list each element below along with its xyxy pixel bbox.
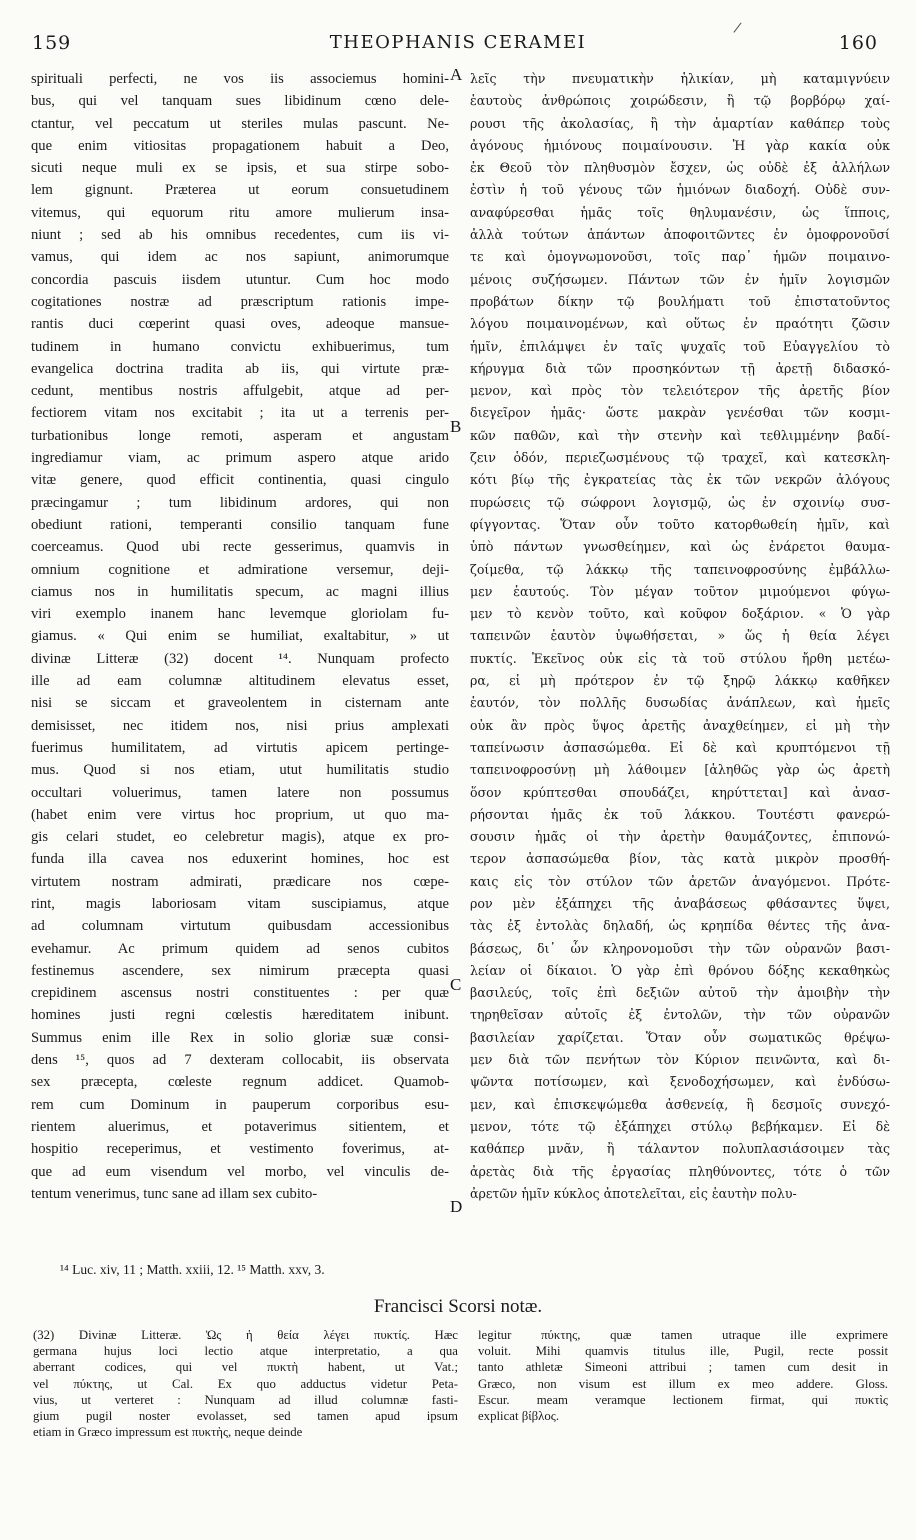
latin-text-line: obediunt rationi, temperanti consilio tanquam fune bbox=[31, 516, 449, 533]
latin-text-line: vitæ genere, quod efficit continentia, quasi cingulo bbox=[31, 472, 449, 489]
greek-text-line: προβάτων δίκην τῷ βουλήματι τοῦ ἐπιστατοῦντος bbox=[470, 293, 890, 309]
latin-text-line: rint, magis laboriosam vitam suscipiamus, atque bbox=[31, 895, 449, 912]
page-number-right: 160 bbox=[838, 32, 878, 54]
latin-text-line: demisisset, nec itidem nos, nisi prius amplexati bbox=[31, 717, 449, 734]
greek-text-line: ταπεινοφροσύνῃ μὴ λάθοιμεν [ἀληθῶς γὰρ ὡς ἀρετὴ bbox=[470, 762, 890, 778]
latin-text-line: turbationibus longe remoti, asperam et angustam bbox=[31, 427, 449, 444]
latin-text-line: que enim vitiositas propagationem habuit a Deo, bbox=[31, 137, 449, 154]
latin-text-line: tudinem in humano convictu exhibuerimus, tum bbox=[31, 338, 449, 355]
latin-text-line: cogitationes nostræ ad præscriptum rationis impe- bbox=[31, 293, 449, 310]
note-text-line: Græco, non visum est illum ex meo addere. Gloss. bbox=[478, 1376, 888, 1391]
latin-text-line: lem gignunt. Præterea ut eorum consuetudinem bbox=[31, 182, 449, 199]
greek-text-line: πυκτίς. Ἐκεῖνος οὐκ εἰς τὰ τοῦ στύλου ἤρθη μετέω- bbox=[470, 650, 890, 666]
greek-text-line: ρον μὲν ἐξάπηχει τῆς ἀναβάσεως φθάσαντες ὕψει, bbox=[470, 895, 890, 911]
greek-text-line: ζειν ὁδόν, περιεζωσμένους τῷ τραχεῖ, καὶ κατεσκλη- bbox=[470, 450, 890, 466]
notes-left-column bbox=[33, 1327, 458, 1440]
latin-text-line: evangelica doctrina tradita ab iis, qui virtute præ- bbox=[31, 360, 449, 377]
greek-text-line: ἀγόνους ἡμιόνους ποιμαίνουσιν. Ἡ γὰρ κακία οὐκ bbox=[470, 137, 890, 153]
running-title: THEOPHANIS CERAMEI bbox=[329, 32, 587, 53]
latin-text-line: cedunt, mentibus nostris affulgebit, atque ad per- bbox=[31, 383, 449, 400]
latin-text-line: rantis duci cœperint quasi oves, adeoque mansue- bbox=[31, 316, 449, 333]
greek-text-line: τερον ἀσπασώμεθα βίον, τὰς κατὰ μικρὸν προσθή- bbox=[470, 851, 890, 867]
section-marker-b: B bbox=[450, 417, 462, 436]
greek-text-line: βασιλεύς, τοῖς ἐπὶ δεξιῶν αὐτοῦ τὴν ἀμοιβὴν τὴν bbox=[470, 985, 890, 1001]
greek-text-line: μενον, καὶ πρὸς τὸν τελειότερον τῆς ἀρετῆς βίον bbox=[470, 383, 890, 399]
latin-text-line: ctantur, vel peccatum ut steriles mulas pascunt. Ne- bbox=[31, 115, 449, 132]
greek-text-line: λεῖς τὴν πνευματικὴν ἡλικίαν, μὴ καταμιγνύειν bbox=[470, 71, 890, 86]
latin-text-line: tentum venerimus, tunc sane ad illam sex cubito- bbox=[31, 1185, 318, 1202]
latin-text-line: Summus enim ille Rex in solio gloriæ suæ consi- bbox=[31, 1029, 449, 1046]
latin-column bbox=[31, 68, 449, 1205]
latin-text-line: spirituali perfecti, ne vos iis associemus homini- bbox=[31, 71, 449, 87]
footnotes: ¹⁴ Luc. xiv, 11 ; Matth. xxiii, 12. ¹⁵ Matth. xxv, 3. bbox=[60, 1262, 325, 1277]
greek-text-line: κότι βίῳ τῆς ἐγκρατείας τὰς ἐκ τῶν νεκρῶν ἀλόγους bbox=[470, 472, 890, 488]
note-text-line: explicat βίβλος. bbox=[478, 1408, 560, 1423]
latin-text-line: evehamur. Ac primum quidem ad senos cubitos bbox=[31, 940, 449, 957]
greek-text-line: καθάπερ μνᾶν, ἢ τάλαντον πολυπλασιάσοιμεν τὰς bbox=[470, 1141, 890, 1157]
greek-text-line: ἡμῖν, ἐπιλάμψει ἐν ταῖς ψυχαῖς τοῦ Εὐαγγελίου τὸ bbox=[470, 338, 890, 354]
greek-text-line: ἐστὶν ἡ τοῦ γένους τῶν ἡμιόνων διαδοχή. Οὐδὲ συν- bbox=[470, 182, 890, 198]
greek-text-line: σουσιν ἡμᾶς οἱ τὴν ἀρετὴν θαυμάζοντες, ἐπιπονώ- bbox=[470, 829, 890, 845]
greek-text-line: μεν, καὶ ἐπισκεψώμεθα ἀσθενείᾳ, ἢ δεσμοῖς συνεχό- bbox=[470, 1096, 890, 1112]
greek-text-line: διεγεῖρον ἡμᾶς· ὥστε μακρὰν γενέσθαι τῶν κοσμι- bbox=[470, 405, 890, 421]
note-text-line: aberrant codices, qui vel πυκτὴ habent, ut Vat.; bbox=[33, 1360, 458, 1375]
latin-text-line: sicuti neque muli ex se ipsis, et sua stirpe sobo- bbox=[31, 160, 449, 177]
note-text-line: germana hujus loci lectio atque interpretatio, a qua bbox=[33, 1344, 458, 1359]
greek-text-line: ἐκ Θεοῦ τὸν πληθυσμὸν ἔσχεν, ὡς οὐδὲ ἐξ ἀλλήλων bbox=[470, 160, 890, 176]
latin-text-line: virtutem nostram admirati, prædicare nos cœpe- bbox=[31, 873, 449, 890]
latin-text-line: mus. Quod si nos etiam, utut humilitatis studio bbox=[31, 762, 449, 779]
section-marker-c: C bbox=[450, 975, 462, 994]
note-text-line: gium pugil noster evolasset, sed tamen apud ipsum bbox=[33, 1408, 458, 1423]
latin-text-line: crepidinem ascensus nostri constituentes : per quæ bbox=[31, 985, 449, 1002]
greek-text-line: κήρυγμα διὰ τῶν προσηκόντων τῇ ἀρετῇ διδασκό- bbox=[470, 360, 890, 376]
greek-text-line: λείαν οἱ δίκαιοι. Ὁ γὰρ ἐπὶ θρόνου δόξης κεκαθηκὼς bbox=[470, 962, 890, 978]
section-marker-d: D bbox=[450, 1197, 463, 1216]
latin-text-line: dens ¹⁵, quos ad 7 dexteram collocabit, iis observata bbox=[31, 1052, 449, 1069]
greek-text-line: τε καὶ ὁμογνωμονοῦσι, τοῖς παρ᾽ ἡμῶν ποιμαινο- bbox=[470, 249, 890, 265]
latin-text-line: hospitio receperimus, et vestimento foverimus, at- bbox=[31, 1141, 449, 1158]
latin-text-line: ad columnam virtutum quibusdam accessionibus bbox=[31, 918, 449, 935]
greek-text-line: ρα, εἰ μὴ πρότερον ἐν τῷ ξηρῷ λάκκῳ καθῆκεν bbox=[470, 673, 890, 689]
greek-text-line: ἑαυτόν, τὸν πολλῆς δυσωδίας ἀνάπλεων, καὶ ἡμεῖς bbox=[470, 695, 890, 711]
latin-text-line: niunt ; sed ab his omnibus recedentes, cum iis vi- bbox=[31, 227, 449, 244]
latin-text-line: ciamus nos in humilitatis specum, ac magni illius bbox=[31, 583, 449, 600]
latin-text-line: ille ad eam columnæ altitudinem elevatus esset, bbox=[31, 673, 449, 690]
notes-title: Francisci Scorsi notæ. bbox=[373, 1296, 543, 1317]
latin-text-line: que ad eum visendum vel morbo, vel vinculis de- bbox=[31, 1163, 449, 1180]
greek-text-line: φίγγοντας. Ὅταν οὖν τοῦτο κατορθωθείη ἡμῖν, καὶ bbox=[470, 516, 890, 532]
latin-text-line: vitemus, qui equorum ritu amore mulierum insa- bbox=[31, 204, 449, 221]
greek-text-line: ρήσονται ἡμᾶς ἐκ τοῦ λάκκου. Τουτέστι φανερώ- bbox=[470, 806, 890, 822]
latin-text-line: festinemus ascendere, sex nimirum præcepta quasi bbox=[31, 962, 449, 979]
note-text-line: vel πύκτης, ut Cal. Ex quo adductus videtur Peta- bbox=[33, 1376, 458, 1391]
latin-text-line: rientem aluerimus, et potaverimus sitientem, et bbox=[31, 1118, 449, 1135]
note-text-line: Escur. meam veramque lectionem firmat, qui πυκτὶς bbox=[478, 1392, 888, 1407]
pen-mark: / bbox=[732, 19, 743, 37]
note-text-line: etiam in Græco impressum est πυκτὴς, neque deinde bbox=[33, 1425, 303, 1440]
greek-text-line: ἀρετῶν ἡμῖν κύκλος ἀποτελεῖται, εἰς ἑαυτὴν πολυ- bbox=[470, 1185, 797, 1201]
latin-text-line: vamus, qui idem ac nos sapiunt, animorumque bbox=[31, 249, 449, 266]
section-marker-a: A bbox=[450, 65, 463, 84]
greek-text-line: μεν τὸ κενὸν τοῦτο, καὶ κοῦφον δοξάριον. « Ὁ γὰρ bbox=[470, 606, 890, 622]
page-number-left: 159 bbox=[32, 32, 72, 54]
latin-text-line: bus, qui vel tanquam sues libidinum cœno dele- bbox=[31, 93, 449, 110]
greek-text-line: μένοις συζήσωμεν. Πάντων τῶν ἐν ἡμῖν λογισμῶν bbox=[470, 271, 890, 287]
greek-text-line: ὑπὸ πάντων γνωσθείημεν, καὶ ὡς ἐνάρετοι θαυμα- bbox=[470, 539, 890, 555]
greek-text-line: κῶν παθῶν, καὶ τὴν στενὴν καὶ τεθλιμμένην βαδί- bbox=[470, 427, 890, 443]
greek-text-line: ρουσι τῆς ἀκολασίας, ἢ τὴν ἁμαρτίαν καθάπερ τοὺς bbox=[470, 115, 890, 131]
greek-text-line: οὐκ ἂν πρὸς ὕψος ἀρετῆς ἀναχθείημεν, εἰ μὴ τὴν bbox=[470, 717, 890, 733]
latin-text-line: (habet enim vere virtus hoc proprium, ut quo ma- bbox=[31, 806, 449, 823]
latin-text-line: concordia pascuis iisdem utuntur. Cum hoc modo bbox=[31, 271, 449, 288]
greek-text-line: ταπεινῶν ἑαυτὸν ὑψωθήσεται, » ὥς ἡ θεία λέγει bbox=[470, 628, 890, 644]
latin-text-line: omnium cognitione et admiratione versemur, deji- bbox=[31, 561, 449, 578]
latin-text-line: homines justi regni cœlestis hæreditatem inibunt. bbox=[31, 1007, 449, 1024]
latin-text-line: funda illa cavea nos eduxerint homines, hoc est bbox=[31, 851, 449, 868]
latin-text-line: ingrediamur viam, ac primum aspero atque arido bbox=[31, 450, 449, 467]
note-text-line: vius, ut verteret : Nunquam ad illud columnæ fasti- bbox=[33, 1392, 458, 1407]
notes-right-column bbox=[478, 1327, 888, 1424]
note-text-line: voluit. Mihi quamvis titulus ille, Pugil, recte possit bbox=[478, 1344, 888, 1359]
greek-text-line: μεν ἑαυτούς. Τὸν μέγαν τοῦτον μιμούμενοι φύγω- bbox=[470, 583, 890, 599]
greek-text-line: ὅσον κρύπτεσθαι σπουδάζει, κηρύττεται] καὶ ἀνασ- bbox=[470, 784, 890, 800]
latin-text-line: fuerimus humilitatem, ad virtutis apicem pertinge- bbox=[31, 739, 449, 756]
greek-text-line: πυρώσεις τῷ σώφρονι λογισμῷ, ὡς ἐν σχοινίῳ συσ- bbox=[470, 494, 890, 510]
latin-text-line: nisi se siccam et graveolentem in cisternam ante bbox=[31, 695, 449, 712]
greek-text-line: τηρηθεῖσαν αὐτοῖς ἐξ ἐντολῶν, τὴν τῶν οὐρανῶν bbox=[470, 1007, 890, 1023]
latin-text-line: rem cum Dominum in pauperum corporibus esu- bbox=[31, 1096, 449, 1113]
greek-column bbox=[470, 68, 890, 1205]
greek-text-line: τὰς ἐξ ἐντολὰς δηλαδή, ὡς κρηπίδα θέντες τῆς ἀνα- bbox=[470, 918, 890, 934]
latin-text-line: sex præcepta, cœleste regnum addicet. Quamob- bbox=[31, 1074, 449, 1091]
latin-text-line: fectiorem vitam nos excitabit ; ita ut a terrenis per- bbox=[31, 405, 449, 422]
note-text-line: tanto athletæ Simeoni attribui ; tamen cum desit in bbox=[478, 1360, 888, 1375]
greek-text-line: καις εἰς τὸν στύλον τῶν ἀρετῶν ἀναγόμενοι. Πρότε- bbox=[470, 873, 890, 889]
latin-text-line: viri exemplo inanem hanc levemque gloriolam fu- bbox=[31, 606, 449, 623]
note-text-line: legitur πύκτης, quæ tamen utraque ille exprimere bbox=[478, 1328, 888, 1342]
latin-text-line: præcingamur ; tum libidinum ardores, qui non bbox=[31, 494, 449, 511]
greek-text-line: μεν διὰ τῶν πενήτων τὸν Κύριον πεινῶντα, καὶ δι- bbox=[470, 1052, 890, 1068]
greek-text-line: μενον, τότε τῷ ἐξάπηχει στύλῳ βεβήκαμεν. Εἰ δὲ bbox=[470, 1118, 890, 1134]
greek-text-line: ἀλλὰ τούτων ἁπάντων ἀποφοιτῶντες ἐν ὁμοφρονοῦσί bbox=[470, 227, 890, 243]
greek-text-line: ταπείνωσιν ἀσπασώμεθα. Εἰ δὲ καὶ κρυπτόμενοι τῇ bbox=[470, 739, 890, 755]
latin-text-line: gis celari studet, eo celebretur magis), atque ex pro- bbox=[31, 829, 449, 846]
greek-text-line: λόγου ποιμαινομένων, καὶ οὕτως ἐν πραότητι ζῶσιν bbox=[470, 316, 890, 332]
greek-text-line: ψῶντα ποτίσωμεν, καὶ ξενοδοχήσωμεν, καὶ ἐνδύσω- bbox=[470, 1074, 890, 1090]
greek-text-line: βασιλείαν χαρίζεται. Ὅταν οὖν σωματικῶς θρέψω- bbox=[470, 1029, 890, 1045]
note-text-line: (32) Divinæ Litteræ. Ὡς ἡ θεία λέγει πυκτίς. Hæc bbox=[33, 1328, 458, 1342]
latin-text-line: coerceamus. Quod ubi recte gesserimus, quamvis in bbox=[31, 539, 449, 556]
greek-text-line: ἀρετὰς διὰ τῆς ἐργασίας πληθύνοντες, τότε ὁ τῶν bbox=[470, 1163, 890, 1179]
greek-text-line: αναφύρεσθαι ἡμᾶς τοῖς θηλυμανέσιν, ὡς ἵπποις, bbox=[470, 204, 890, 220]
greek-text-line: βάσεως, δι᾽ ὧν κληρονομοῦσι τὴν τῶν οὐρανῶν βασι- bbox=[470, 940, 890, 956]
latin-text-line: divinæ Litteræ (32) docent ¹⁴. Nunquam profecto bbox=[31, 650, 449, 667]
latin-text-line: occultari voluerimus, tamen latere non possumus bbox=[31, 784, 449, 801]
greek-text-line: ἑαυτοὺς ἀνθρώποις χοιρώδεσιν, ἢ τῷ βορβόρῳ χαί- bbox=[470, 93, 890, 109]
greek-text-line: ζοίμεθα, τῷ λάκκῳ τῆς ταπεινοφροσύνης ἐμβάλλω- bbox=[470, 561, 890, 577]
latin-text-line: giamus. « Qui enim se humiliat, exaltabitur, » ut bbox=[31, 628, 449, 645]
